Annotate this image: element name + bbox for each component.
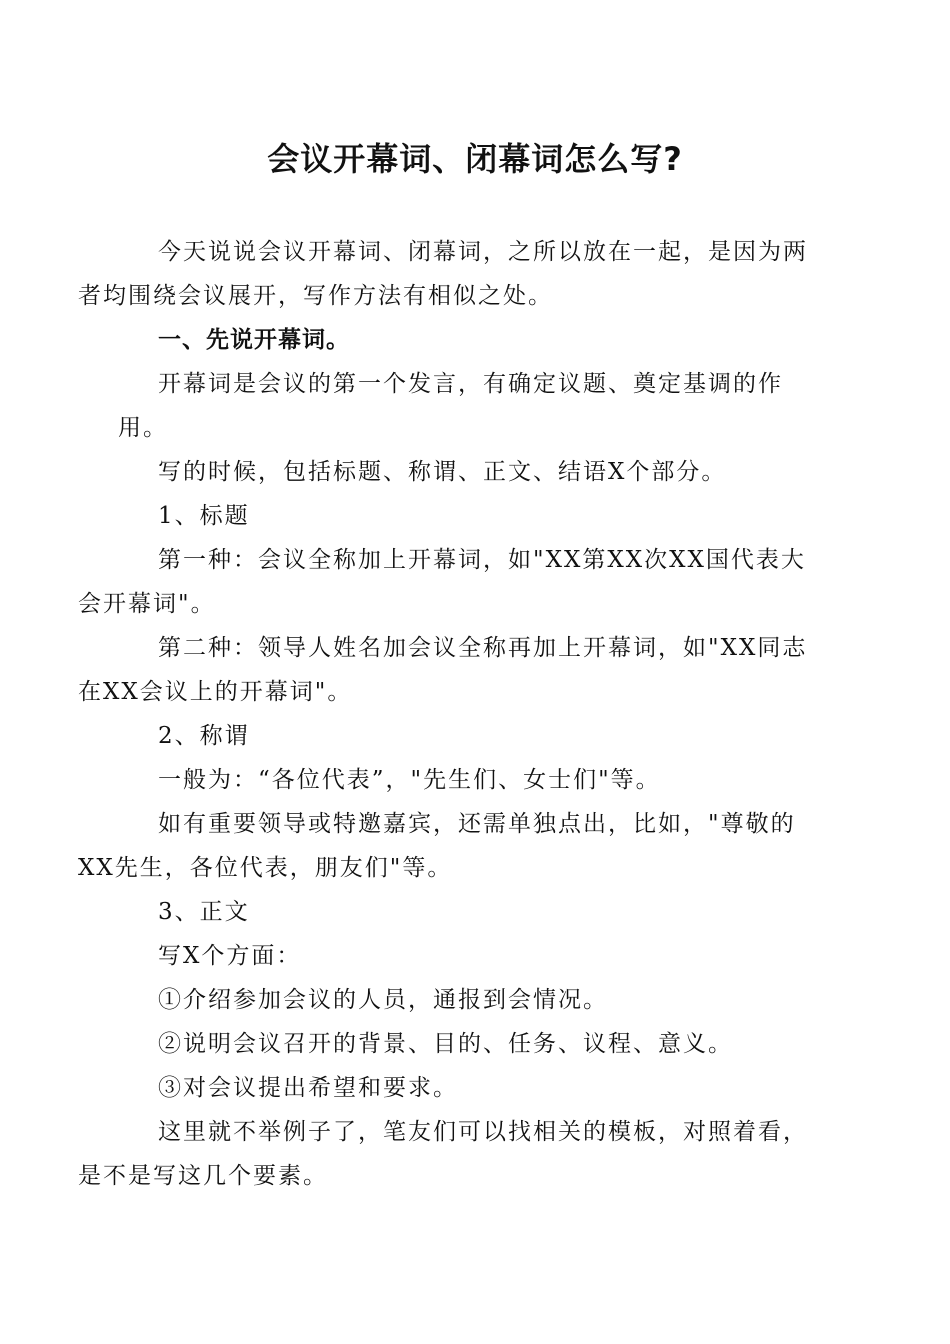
paragraph-line: 第一种：会议全称加上开幕词，如"XX第XX次XX国代表大 xyxy=(158,547,806,573)
paragraph-line: 这里就不举例子了，笔友们可以找相关的模板，对照着看， xyxy=(158,1119,808,1145)
page-title: 会议开幕词、闭幕词怎么写? xyxy=(267,140,683,178)
paragraph-line: 者均围绕会议展开，写作方法有相似之处。 xyxy=(78,283,553,309)
paragraph-line: 一、先说开幕词。 xyxy=(158,327,350,353)
paragraph xyxy=(118,714,830,758)
paragraph xyxy=(78,802,830,890)
paragraph-line: 是不是写这几个要素。 xyxy=(78,1163,328,1189)
paragraph-line: ③对会议提出希望和要求。 xyxy=(158,1075,458,1101)
paragraph-line: 在XX会议上的开幕词"。 xyxy=(78,679,353,705)
paragraph-line: ①介绍参加会议的人员，通报到会情况。 xyxy=(158,987,608,1013)
paragraph-line: 写X个方面： xyxy=(158,943,302,969)
paragraph xyxy=(118,758,830,802)
paragraph xyxy=(78,626,830,714)
paragraph-line: 一般为：“各位代表”，"先生们、女士们"等。 xyxy=(158,767,661,793)
paragraph-line: ②说明会议召开的背景、目的、任务、议程、意义。 xyxy=(158,1031,733,1057)
paragraph xyxy=(118,978,830,1022)
paragraph xyxy=(118,450,830,494)
paragraph-line: 2、称谓 xyxy=(158,723,250,749)
paragraph xyxy=(118,494,830,538)
paragraph-line: 3、正文 xyxy=(158,899,250,925)
paragraph xyxy=(118,934,830,978)
document-body xyxy=(78,230,830,1198)
paragraph-line: 开幕词是会议的第一个发言，有确定议题、奠定基调的作用。 xyxy=(118,371,783,441)
paragraph-line: 写的时候，包括标题、称谓、正文、结语X个部分。 xyxy=(158,459,727,485)
paragraph-line: 今天说说会议开幕词、闭幕词，之所以放在一起，是因为两 xyxy=(158,239,808,265)
paragraph xyxy=(118,890,830,934)
paragraph-line: 第二种：领导人姓名加会议全称再加上开幕词，如"XX同志 xyxy=(158,635,808,661)
paragraph xyxy=(78,538,830,626)
paragraph-line: XX先生，各位代表，朋友们"等。 xyxy=(78,855,453,881)
section-heading xyxy=(118,318,830,362)
paragraph xyxy=(78,1110,830,1198)
paragraph xyxy=(118,1022,830,1066)
paragraph xyxy=(118,362,830,450)
paragraph xyxy=(78,230,830,318)
paragraph-line: 如有重要领导或特邀嘉宾，还需单独点出，比如，"尊敬的 xyxy=(158,811,796,837)
paragraph xyxy=(118,1066,830,1110)
paragraph-line: 会开幕词"。 xyxy=(78,591,216,617)
paragraph-line: 1、标题 xyxy=(158,503,250,529)
